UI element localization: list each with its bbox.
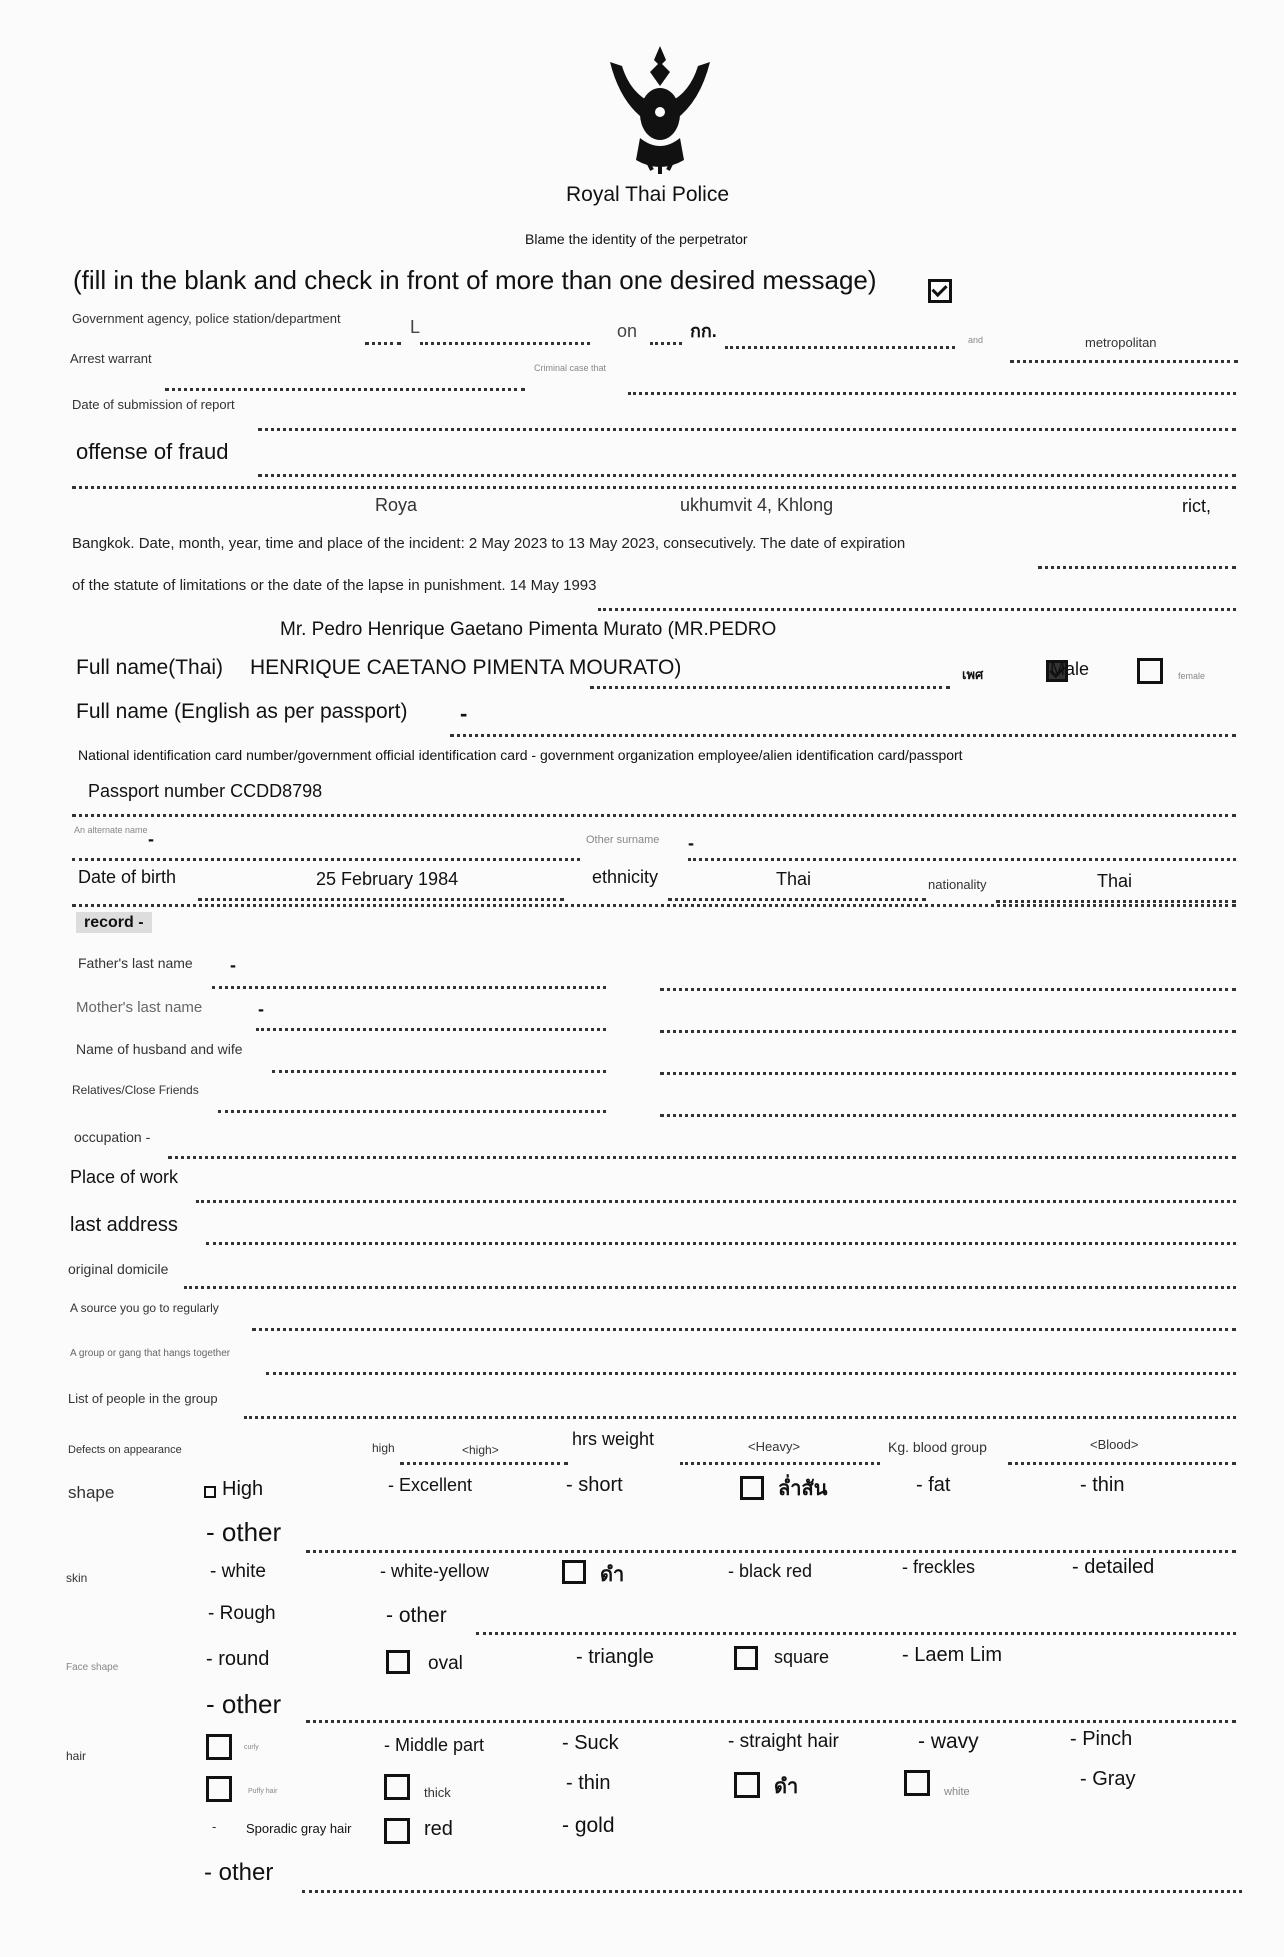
shape-fat: - fat: [916, 1474, 951, 1496]
dob-value: 25 February 1984: [316, 869, 459, 889]
hair-puffy-checkbox[interactable]: [206, 1776, 232, 1802]
hair-thai-checkbox[interactable]: [734, 1772, 760, 1798]
criminal-case-label: Criminal case that: [534, 363, 607, 373]
alias-label: An alternate name: [74, 825, 148, 835]
weight-value: <Heavy>: [748, 1439, 801, 1454]
face-label: Face shape: [66, 1662, 119, 1673]
statute-line: of the statute of limitations or the date of the lapse in punishment. 14 May 1993: [72, 577, 597, 594]
full-name-thai-label: Full name(Thai): [76, 656, 224, 679]
shape-high-checkbox[interactable]: [204, 1486, 216, 1498]
full-name-thai-value: HENRIQUE CAETANO PIMENTA MOURATO): [250, 656, 682, 679]
shape-other: - other: [206, 1517, 282, 1547]
mother-label: Mother's last name: [76, 999, 203, 1016]
hair-thai: ดำ: [774, 1776, 799, 1798]
hair-suck: - Suck: [562, 1732, 619, 1754]
relatives-label: Relatives/Close Friends: [72, 1083, 199, 1097]
skin-freckles: - freckles: [902, 1557, 976, 1577]
hair-pinch: - Pinch: [1070, 1728, 1133, 1750]
hair-label: hair: [66, 1749, 87, 1763]
gov-agency-label: Government agency, police station/department: [72, 311, 341, 326]
shape-thin: - thin: [1080, 1474, 1125, 1496]
location-fragment-1: Roya: [375, 495, 418, 515]
hair-white-checkbox[interactable]: [904, 1770, 930, 1796]
mother-value: -: [258, 999, 264, 1019]
agency-title: Royal Thai Police: [566, 183, 730, 206]
hair-sporadic-dash: -: [212, 1819, 217, 1834]
shape-high: High: [222, 1478, 264, 1500]
full-name-english-label: Full name (English as per passport): [76, 700, 408, 723]
shape-label: shape: [68, 1483, 115, 1502]
and-label: and: [968, 335, 984, 345]
hair-thin: - thin: [566, 1772, 611, 1794]
nationality-label: nationality: [928, 877, 987, 892]
record-tag: [76, 914, 152, 932]
hair-sporadic: Sporadic gray hair: [246, 1821, 352, 1836]
hair-gray: - Gray: [1080, 1768, 1136, 1790]
face-square-checkbox[interactable]: [734, 1646, 758, 1670]
female-checkbox[interactable]: [1137, 658, 1163, 684]
defects-label: Defects on appearance: [68, 1444, 182, 1456]
skin-label: skin: [66, 1571, 88, 1585]
arrest-warrant-label: Arrest warrant: [70, 351, 152, 366]
shape-excellent: - Excellent: [388, 1475, 473, 1495]
id-label: National identification card number/government official identification card - government organization employee/alien identification card/passport: [78, 747, 963, 763]
location-fragment-2: ukhumvit 4, Khlong: [680, 495, 834, 515]
form-subtitle: Blame the identity of the perpetrator: [525, 231, 748, 247]
submission-date-label: Date of submission of report: [72, 397, 235, 412]
record-label: record -: [76, 912, 152, 933]
father-label: Father's last name: [78, 955, 193, 971]
skin-other: - other: [386, 1604, 447, 1627]
face-oval-checkbox[interactable]: [386, 1650, 410, 1674]
occupation-label: occupation -: [74, 1129, 151, 1145]
full-name-english-value: -: [460, 701, 468, 726]
hair-wavy: - wavy: [918, 1730, 979, 1753]
hair-white: white: [944, 1786, 970, 1798]
gov-agency-value-start: L: [410, 317, 421, 337]
instruction-checkbox[interactable]: [928, 279, 952, 303]
skin-white-yellow: - white-yellow: [380, 1561, 490, 1581]
other-surname-label: Other surname: [586, 834, 660, 846]
skin-rough: - Rough: [208, 1603, 276, 1624]
workplace-label: Place of work: [70, 1167, 179, 1187]
shape-short: - short: [566, 1474, 623, 1496]
gang-label: A group or gang that hangs together: [70, 1348, 231, 1359]
skin-thai: ดำ: [600, 1564, 625, 1586]
offense-value: offense of fraud: [76, 439, 229, 464]
father-value: -: [230, 955, 236, 975]
skin-white: - white: [210, 1561, 266, 1582]
nationality-value: Thai: [1097, 871, 1133, 891]
hair-thick: thick: [424, 1785, 451, 1800]
blood-label: Kg. blood group: [888, 1439, 987, 1455]
hair-small: curly: [244, 1744, 259, 1751]
hair-other: - other: [204, 1859, 274, 1886]
dob-label: Date of birth: [78, 867, 177, 887]
ethnicity-label: ethnicity: [592, 867, 659, 887]
full-name-line1: Mr. Pedro Henrique Gaetano Pimenta Murato (MR.PEDRO: [280, 619, 777, 640]
face-other: - other: [206, 1689, 282, 1719]
face-oval: oval: [428, 1653, 463, 1674]
sex-label: เพศ: [962, 667, 984, 682]
hair-small-checkbox[interactable]: [206, 1734, 232, 1760]
weight-label: hrs weight: [572, 1429, 655, 1449]
blood-value: <Blood>: [1090, 1437, 1139, 1452]
hair-puffy: Puffy hair: [248, 1788, 278, 1795]
hair-gold: - gold: [562, 1814, 615, 1837]
group-list-label: List of people in the group: [68, 1391, 218, 1406]
male-label: Male: [1050, 659, 1090, 679]
last-address-label: last address: [70, 1214, 178, 1236]
hair-thick-checkbox[interactable]: [384, 1774, 410, 1800]
high-label: high: [372, 1441, 395, 1455]
spouse-label: Name of husband and wife: [76, 1041, 243, 1057]
shape-thai: ล่ำสัน: [778, 1478, 828, 1500]
other-surname-value: -: [688, 833, 694, 853]
ethnicity-value: Thai: [776, 869, 812, 889]
skin-black-red: - black red: [728, 1561, 813, 1581]
female-label: female: [1178, 671, 1206, 681]
high-value: <high>: [462, 1443, 499, 1457]
hair-red-checkbox[interactable]: [384, 1818, 410, 1844]
location-fragment-3: rict,: [1182, 496, 1211, 516]
face-laem: - Laem Lim: [902, 1644, 1003, 1666]
shape-thai-checkbox[interactable]: [740, 1476, 764, 1500]
skin-detailed: - detailed: [1072, 1556, 1155, 1578]
face-round: - round: [206, 1648, 270, 1670]
face-triangle: - triangle: [576, 1646, 654, 1668]
gov-agency-value-mid: on: [617, 321, 638, 341]
incident-line: Bangkok. Date, month, year, time and place of the incident: 2 May 2023 to 13 May 2023, consecutively. The date of expiration: [72, 535, 906, 552]
hair-red: red: [424, 1818, 453, 1840]
gov-agency-abbr: กก.: [690, 321, 717, 341]
metropolitan-label: metropolitan: [1085, 335, 1157, 350]
hair-middle: - Middle part: [384, 1735, 485, 1755]
hair-straight: - straight hair: [728, 1731, 839, 1752]
alias-value: -: [148, 829, 154, 849]
garuda-emblem-icon: [600, 42, 720, 177]
passport-value: Passport number CCDD8798: [88, 781, 323, 801]
face-square: square: [774, 1647, 830, 1667]
domicile-label: original domicile: [68, 1261, 169, 1277]
frequent-source-label: A source you go to regularly: [70, 1301, 219, 1315]
form-instruction: (fill in the blank and check in front of more than one desired message): [73, 265, 877, 295]
skin-thai-checkbox[interactable]: [562, 1560, 586, 1584]
